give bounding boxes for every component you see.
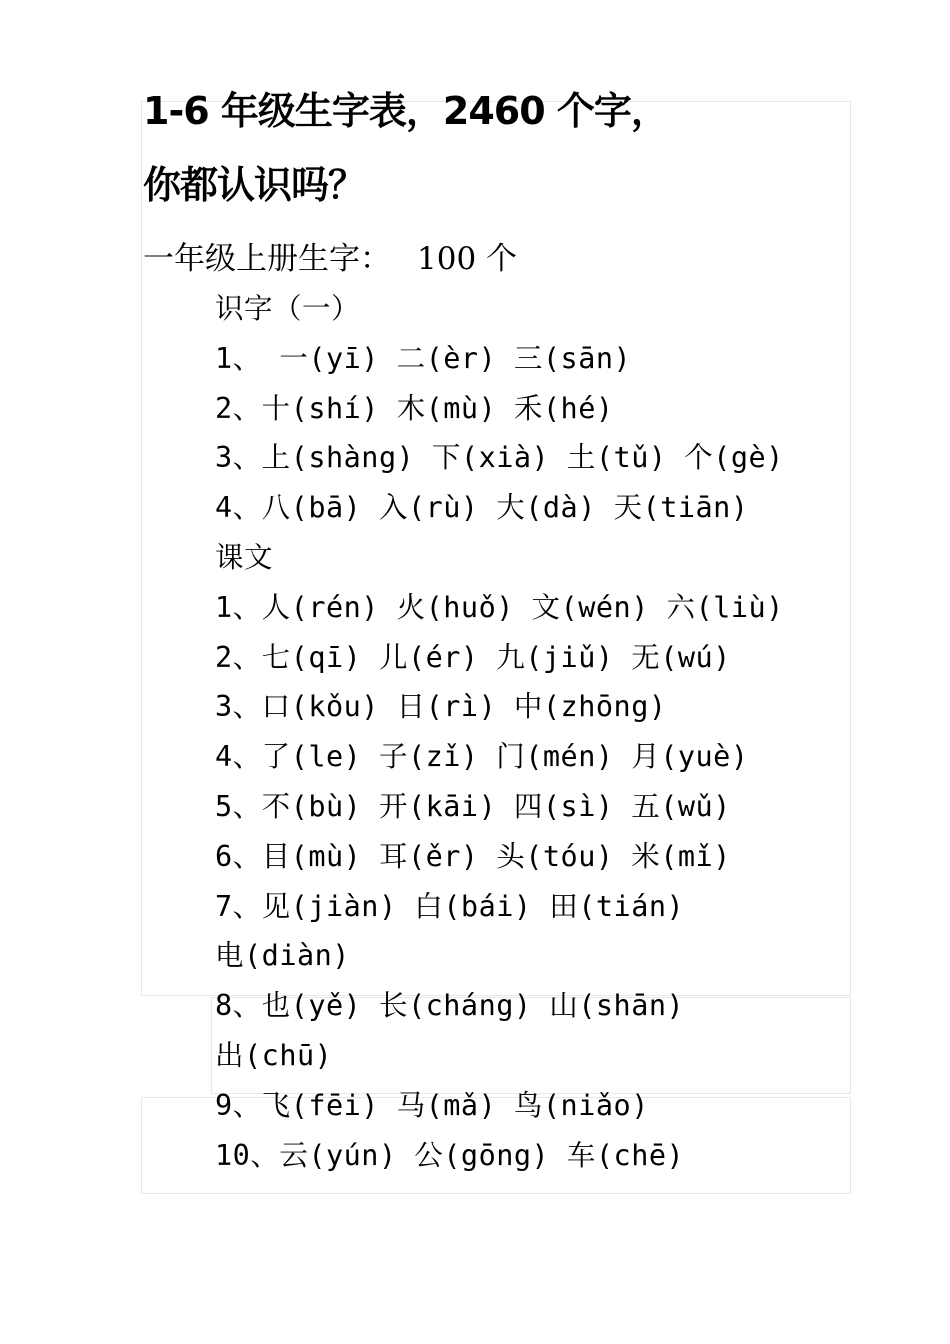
list-item: 2、七(qī) 儿(ér) 九(jiǔ) 无(wú) — [215, 640, 731, 674]
character-list — [215, 284, 835, 1180]
list-item: 5、不(bù) 开(kāi) 四(sì) 五(wǔ) — [215, 789, 731, 823]
list-item: 4、了(le) 子(zǐ) 门(mén) 月(yuè) — [215, 740, 749, 774]
section-character-count: 100 个 — [417, 241, 518, 277]
list-item: 10、云(yún) 公(gōng) 车(chē) — [215, 1138, 685, 1172]
list-item: 1、 一(yī) 二(èr) 三(sān) — [215, 341, 632, 375]
subsection-heading-texts: 课文 — [215, 540, 274, 574]
list-item: 6、目(mù) 耳(ěr) 头(tóu) 米(mǐ) — [215, 839, 731, 873]
list-item-continuation: 出(chū) — [215, 1038, 333, 1072]
document-title-line-1: 1-6 年级生字表，2460 个字， — [143, 89, 668, 133]
document-title-line-2: 你都认识吗？ — [143, 163, 366, 207]
section-heading-label: 一年级上册生字： — [143, 241, 391, 277]
list-item: 4、八(bā) 入(rù) 大(dà) 天(tiān) — [215, 491, 749, 525]
subsection-heading-literacy: 识字（一） — [215, 292, 361, 325]
list-item: 9、飞(fēi) 马(mǎ) 鸟(niǎo) — [215, 1088, 649, 1122]
list-item: 2、十(shí) 木(mù) 禾(hé) — [215, 391, 614, 425]
list-item-continuation: 电(diàn) — [215, 939, 350, 973]
list-item: 8、也(yě) 长(cháng) 山(shān) — [215, 989, 685, 1023]
list-item: 7、见(jiàn) 白(bái) 田(tián) — [215, 889, 685, 923]
section-heading — [143, 236, 517, 282]
list-item: 3、上(shàng) 下(xià) 土(tǔ) 个(gè) — [215, 441, 784, 475]
list-item: 3、口(kǒu) 日(rì) 中(zhōng) — [215, 690, 667, 724]
list-item: 1、人(rén) 火(huǒ) 文(wén) 六(liù) — [215, 590, 784, 624]
